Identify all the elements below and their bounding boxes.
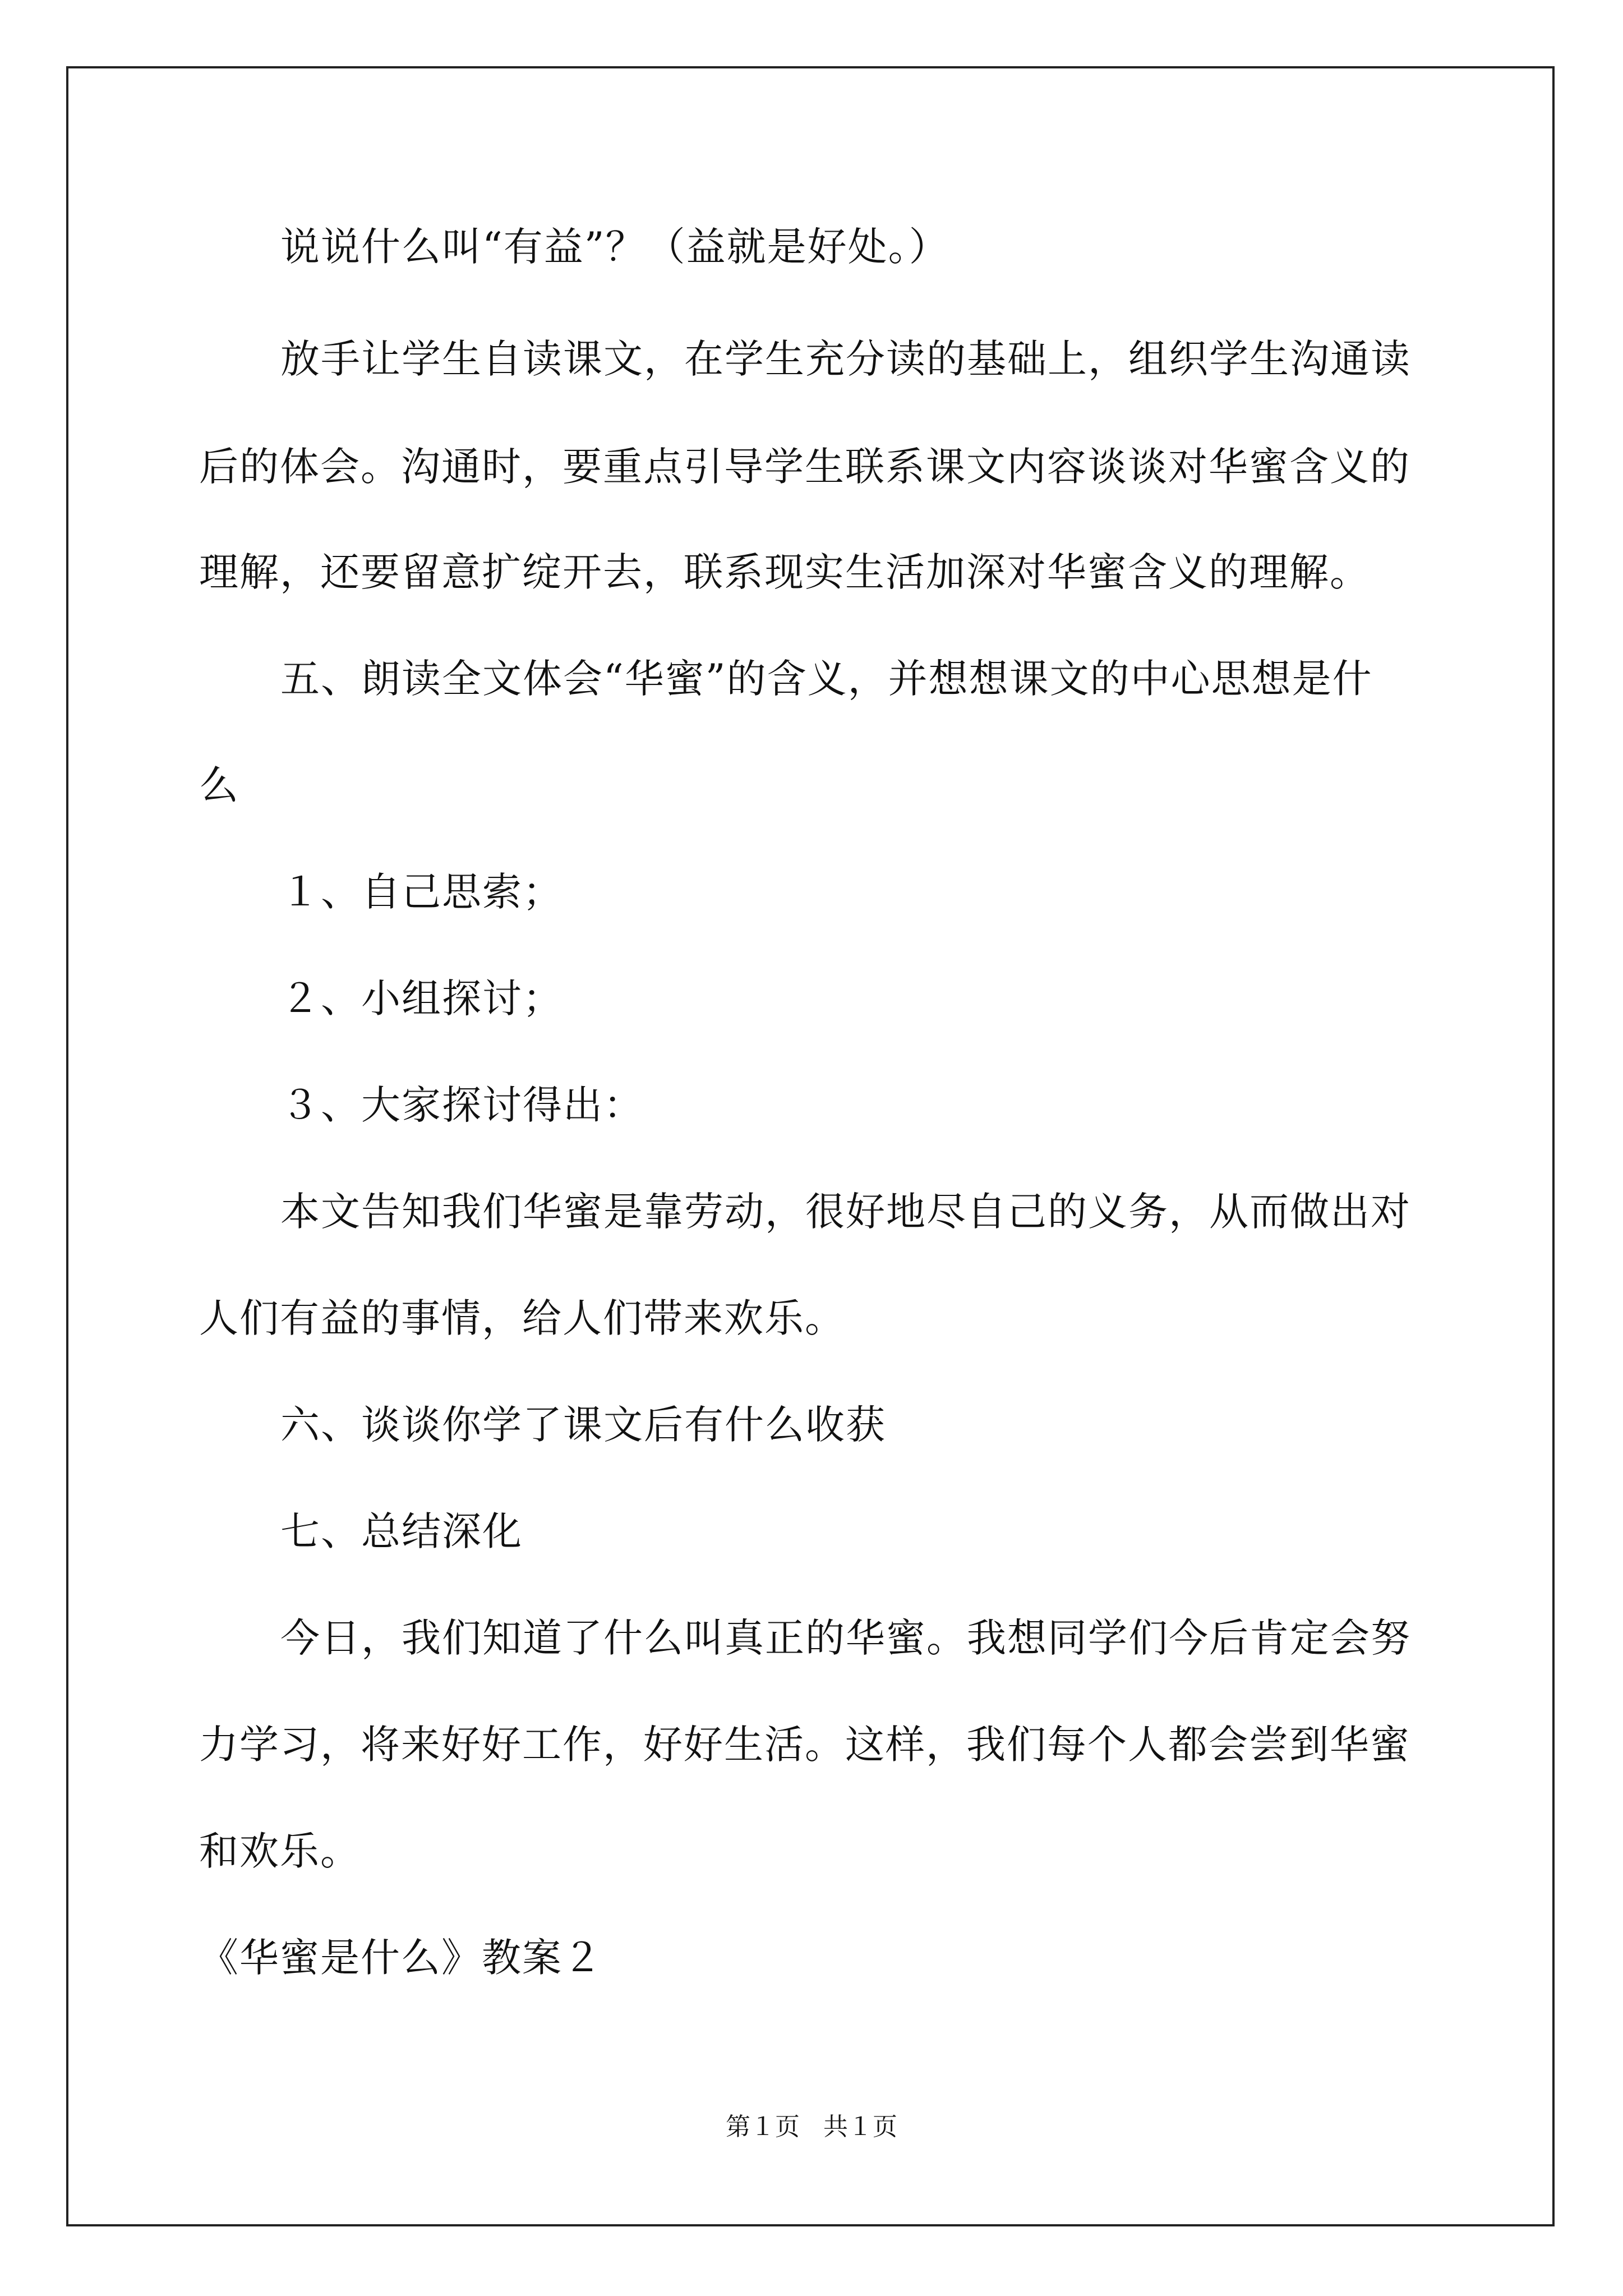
text-line: 和欢乐。 — [199, 1828, 361, 1874]
text-line: 本文告知我们华蜜是靠劳动，很好地尽自己的义务，从而做出对 — [280, 1189, 1411, 1235]
text-line: 理解，还要留意扩绽开去，联系现实生活加深对华蜜含义的理解。 — [199, 549, 1370, 595]
text-line: 今日，我们知道了什么叫真正的华蜜。我想同学们今后肯定会努 — [280, 1615, 1411, 1661]
text-line: 么 — [199, 762, 239, 808]
text-line: 放手让学生自读课文，在学生充分读的基础上，组织学生沟通读 — [280, 336, 1411, 382]
list-item: ２、小组探讨； — [280, 976, 563, 1022]
list-item: １、自己思索； — [280, 869, 563, 915]
text-line: 五、朗读全文体会“华蜜”的含义，并想想课文的中心思想是什 — [280, 656, 1373, 702]
text-line: 说说什么叫“有益”？（益就是好处。） — [280, 224, 949, 270]
list-item: ３、大家探讨得出： — [280, 1082, 644, 1128]
section-heading: 七、总结深化 — [280, 1508, 523, 1554]
document-title: 《华蜜是什么》教案２ — [199, 1935, 603, 1981]
page-number: 第１页 共１页 — [726, 2113, 897, 2141]
text-line: 人们有益的事情，给人们带来欢乐。 — [199, 1295, 845, 1341]
text-line: 后的体会。沟通时，要重点引导学生联系课文内容谈谈对华蜜含义的 — [199, 444, 1410, 490]
page-border — [66, 66, 1555, 2226]
text-line: 力学习，将来好好工作，好好生活。这样，我们每个人都会尝到华蜜 — [199, 1722, 1410, 1768]
section-heading: 六、谈谈你学了课文后有什么收获 — [280, 1402, 886, 1448]
